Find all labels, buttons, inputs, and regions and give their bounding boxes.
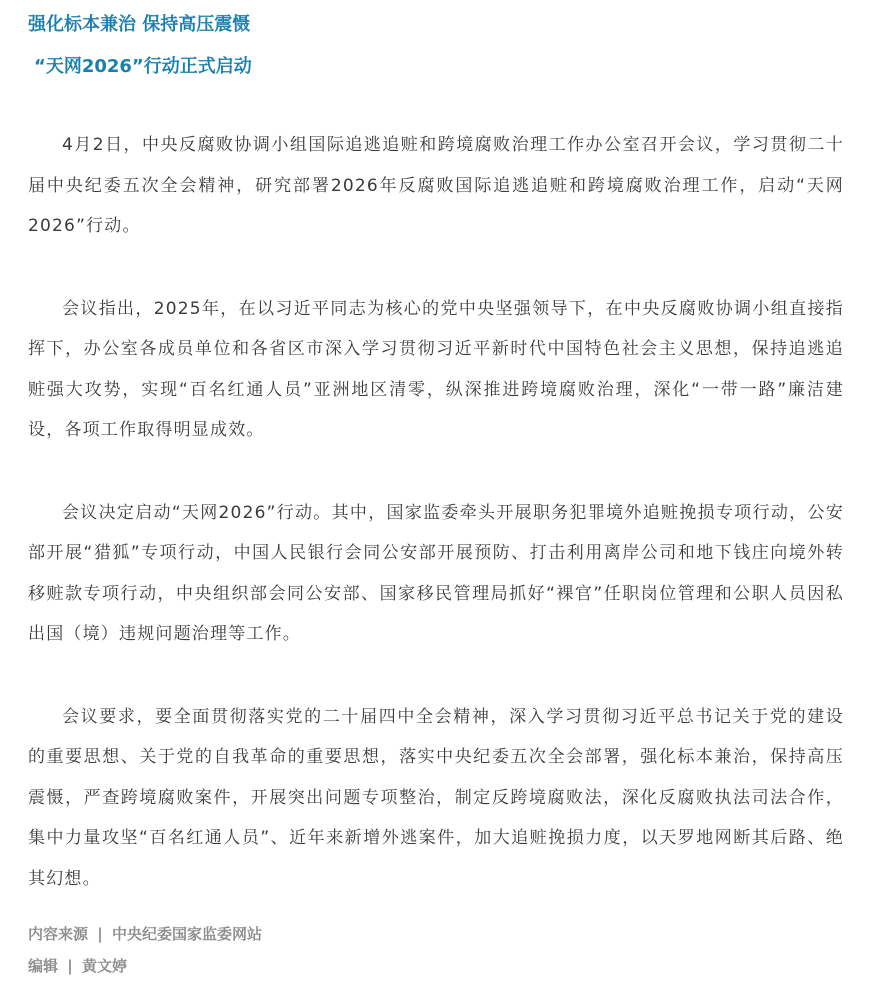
source-credit [28, 922, 262, 954]
editor-label: 编辑 [28, 957, 59, 975]
editor-credit [28, 954, 262, 986]
article-paragraph-3: 会议决定启动“天网2026”行动。其中，国家监委牵头开展职务犯罪境外追赃挽损专项行动，公安部开展“猎狐”专项行动，中国人民银行会同公安部开展预防、打击利用离岸公司和地下钱庄向境外转移赃款专项行动，中央组织部会同公安部、国家移民管理局抓好“裸官”任职岗位管理和公职人员因私出国（境）违规问题治理等工作。 [28, 502, 844, 644]
editor-separator: | [67, 957, 73, 975]
headline-line-1: 强化标本兼治 保持高压震慑 [28, 14, 251, 35]
source-label: 内容来源 [28, 925, 89, 943]
article-paragraph-1: 4月2日，中央反腐败协调小组国际追逃追赃和跨境腐败治理工作办公室召开会议，学习贯彻二十届中央纪委五次全会精神，研究部署2026年反腐败国际追逃追赃和跨境腐败治理工作，启动“天网2026”行动。 [28, 135, 844, 236]
headline-line-2: “天网2026”行动正式启动 [34, 56, 252, 77]
article-paragraph-2: 会议指出，2025年，在以习近平同志为核心的党中央坚强领导下，在中央反腐败协调小组直接指挥下，办公室各成员单位和各省区市深入学习贯彻习近平新时代中国特色社会主义思想，保持追逃追赃强大攻势，实现“百名红通人员”亚洲地区清零，纵深推进跨境腐败治理，深化“一带一路”廉洁建设，各项工作取得明显成效。 [28, 298, 844, 440]
source-separator: | [97, 925, 103, 943]
article-paragraph-4: 会议要求，要全面贯彻落实党的二十届四中全会精神，深入学习贯彻习近平总书记关于党的建设的重要思想、关于党的自我革命的重要思想，落实中央纪委五次全会部署，强化标本兼治，保持高压震慑，严查跨境腐败案件，开展突出问题专项整治，制定反跨境腐败法，深化反腐败执法司法合作，集中力量攻坚“百名红通人员”、近年来新增外逃案件，加大追赃挽损力度，以天罗地网断其后路、绝其幻想。 [28, 706, 844, 889]
source-value: 中央纪委国家监委网站 [111, 925, 262, 943]
article-footer [28, 922, 262, 986]
editor-value: 黄文婷 [81, 957, 127, 975]
article-body [28, 125, 844, 941]
